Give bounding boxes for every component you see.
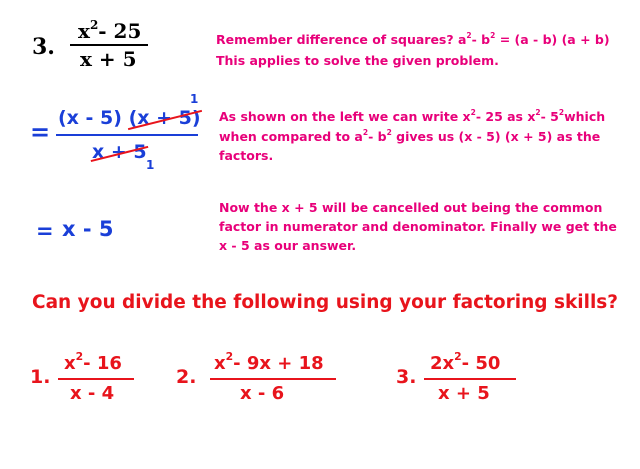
step1-fraction-bar [56,134,198,136]
step1-equals: = [30,118,51,146]
exercise-2-denominator: x - 6 [240,383,285,404]
note-mid-line3: factors. [219,148,274,163]
note-text: - b [368,129,387,144]
numerator-exponent: 2 [89,17,99,32]
numerator-base: x [64,353,76,374]
exercise-1-denominator: x - 4 [70,383,115,404]
exponent: 2 [75,350,84,364]
numerator-base: x [78,19,90,43]
exponent: 2 [362,127,369,137]
note-text: gives us (x - 5) (x + 5) as the [391,129,601,144]
exponent: 2 [558,107,565,117]
numerator-base: 2x [430,353,455,374]
numerator-rest: - 25 [98,19,142,43]
note-text: As shown on the left we can write x [219,109,471,124]
exercise-2-fraction-bar [210,378,336,380]
numerator-cancel-mark: 1 [190,92,199,106]
exponent: 2 [386,127,392,137]
numerator-rest: - 9x + 18 [233,353,324,374]
note-text: which [564,109,606,124]
numerator-rest: - 50 [461,353,501,374]
exponent: 2 [470,107,476,117]
denominator-cancel-mark: 1 [146,158,155,172]
exercise-1-fraction-bar [58,378,134,380]
exercise-1-number: 1. [30,366,51,388]
numerator-rest: - 16 [83,353,122,374]
note-bottom-line1: Now the x + 5 will be cancelled out being the common [219,200,603,215]
denominator-struck-factor: x + 5 [92,141,147,163]
step1-denominator [92,141,147,163]
note-bottom-line2: factor in numerator and denominator. Finally we get the [219,219,617,234]
exponent: 2 [490,30,496,40]
note-mid-line2 [219,128,600,145]
problem-denominator: x + 5 [80,47,137,71]
numerator-base: x [214,353,226,374]
note-mid-line1 [219,108,605,125]
note-text: - 5 [540,109,559,124]
exercise-2-number: 2. [176,366,197,388]
note-text: when compared to a [219,129,363,144]
exercise-3-number: 3. [396,366,417,388]
note-top-line1 [216,31,610,48]
step2-expression: x - 5 [62,217,114,241]
exercise-3-denominator: x + 5 [438,383,490,404]
exercise-1-numerator [64,350,122,374]
note-text: - 25 as x [475,109,536,124]
problem-number: 3. [32,34,55,60]
step1-numerator [58,107,201,129]
note-top-line2: This applies to solve the given problem. [216,53,499,68]
note-text: Remember difference of squares? a [216,32,467,47]
note-text: = (a - b) (a + b) [495,32,610,47]
exponent: 2 [225,350,234,364]
note-text: - b [471,32,491,47]
exponent: 2 [466,30,472,40]
exponent: 2 [535,107,541,117]
note-bottom-line3: x - 5 as our answer. [219,238,357,253]
numerator-factor-left: (x - 5) [58,107,129,129]
exercise-2-numerator [214,350,324,374]
question-heading: Can you divide the following using your factoring skills? [32,292,619,313]
numerator-struck-factor: (x + 5) [128,107,201,129]
problem-fraction-bar [70,44,148,46]
exercise-3-numerator [430,350,501,374]
exercise-3-fraction-bar [424,378,516,380]
exponent: 2 [454,350,462,364]
problem-numerator [78,19,141,43]
step2-equals: = [36,219,54,243]
